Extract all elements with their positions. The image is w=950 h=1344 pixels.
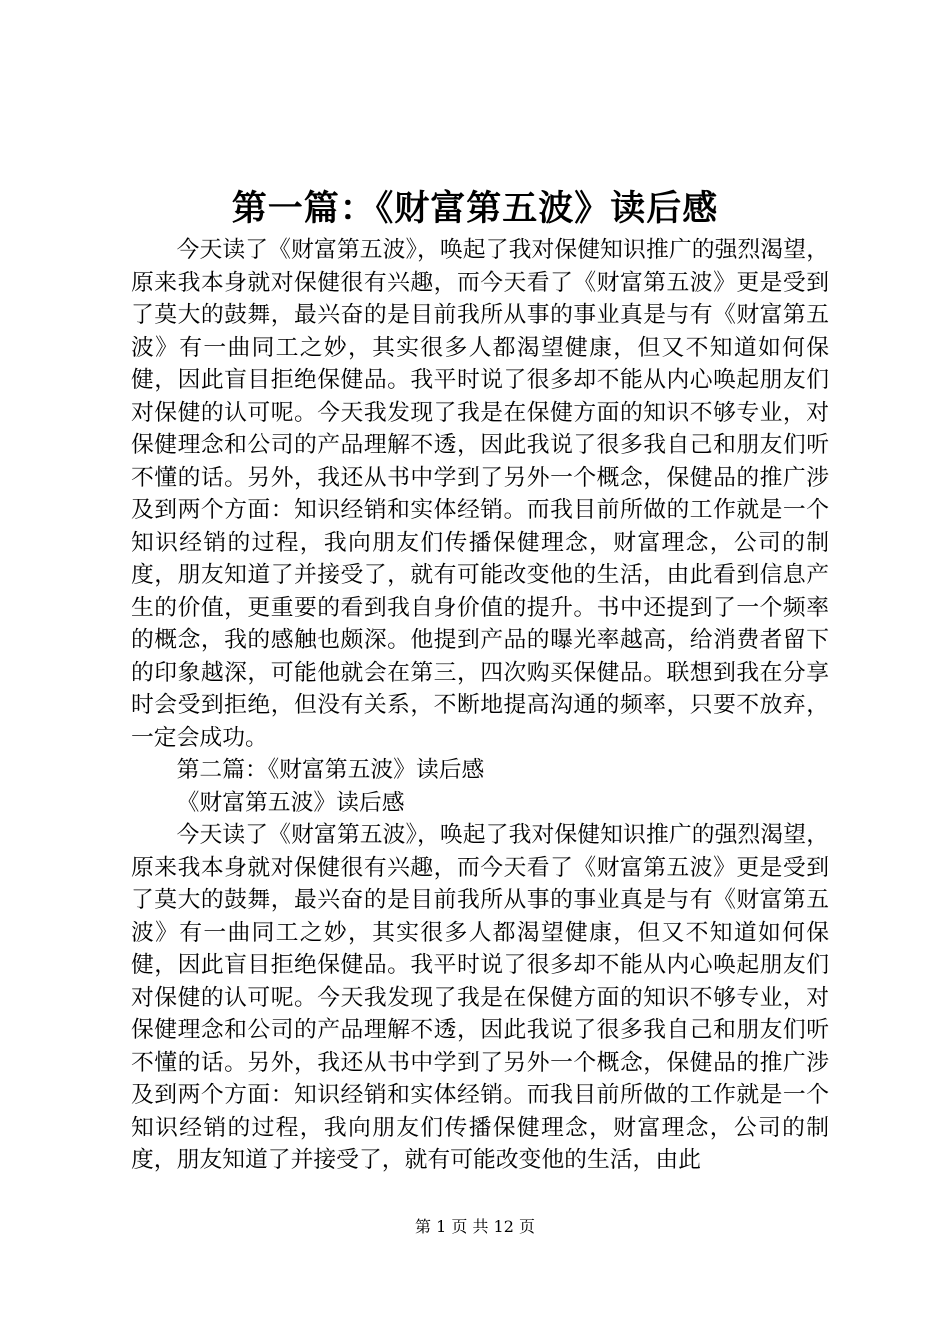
paragraph-3-subheading: 《财富第五波》读后感 (176, 789, 405, 816)
paragraph-2-heading: 第二篇：《财富第五波》读后感 (176, 757, 485, 783)
paragraph-4: 今天读了《财富第五波》，唤起了我对保健知识推广的强烈渴望，原来我本身就对保健很有兴趣，而今天看了《财富第五波》更是受到了莫大的鼓舞，最兴奋的是目前我所从事的事业真是与有《财富第五波》有一曲同工之妙，其实很多人都渴望健康，但又不知道如何保健，因此盲目拒绝保健品。我平时说了很多却不能从内心唤起朋友们对保健的认可呢。今天我发现了我是在保健方面的知识不够专业，对保健理念和公司的产品理解不透，因此我说了很多我自己和朋友们听不懂的话。另外，我还从书中学到了另外一个概念，保健品的推广涉及到两个方面：知识经销和实体经销。而我目前所做的工作就是一个知识经销的过程，我向朋友们传播保健理念，财富理念，公司的制度，朋友知道了并接受了，就有可能改变他的生活，由此 (131, 822, 829, 1173)
document-title: 第一篇：《财富第五波》读后感 (231, 188, 719, 229)
paragraph-1: 今天读了《财富第五波》，唤起了我对保健知识推广的强烈渴望，原来我本身就对保健很有兴趣，而今天看了《财富第五波》更是受到了莫大的鼓舞，最兴奋的是目前我所从事的事业真是与有《财富第五波》有一曲同工之妙，其实很多人都渴望健康，但又不知道如何保健，因此盲目拒绝保健品。我平时说了很多却不能从内心唤起朋友们对保健的认可呢。今天我发现了我是在保健方面的知识不够专业，对保健理念和公司的产品理解不透，因此我说了很多我自己和朋友们听不懂的话。另外，我还从书中学到了另外一个概念，保健品的推广涉及到两个方面：知识经销和实体经销。而我目前所做的工作就是一个知识经销的过程，我向朋友们传播保健理念，财富理念，公司的制度，朋友知道了并接受了，就有可能改变他的生活，由此看到信息产生的价值，更重要的看到我自身价值的提升。书中还提到了一个频率的概念，我的感触也颇深。他提到产品的曝光率越高，给消费者留下的印象越深，可能他就会在第三，四次购买保健品。联想到我在分享时会受到拒绝，但没有关系，不断地提高沟通的频率，只要不放弃，一定会成功。 (131, 237, 829, 751)
document-body (131, 234, 829, 1177)
page-footer: 第 1 页 共 12 页 (415, 1217, 535, 1236)
